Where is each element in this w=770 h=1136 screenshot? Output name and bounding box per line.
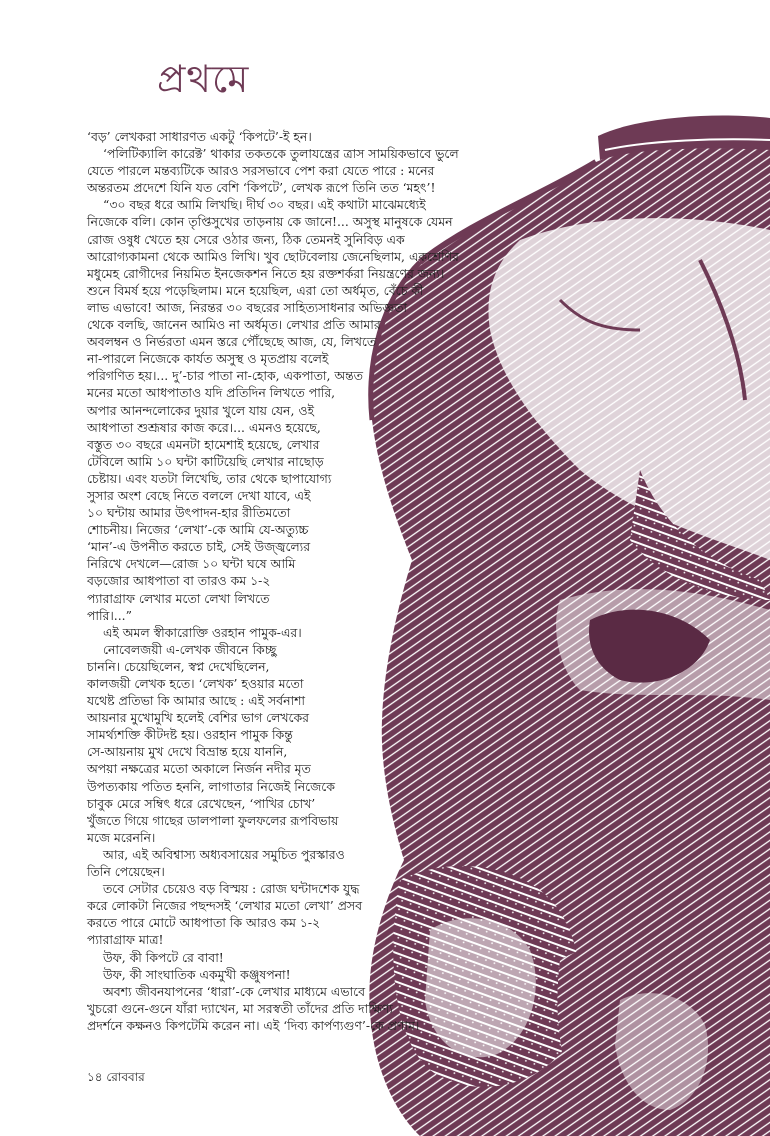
article-line: উফ, কী কিপটে রে বাবা! (103, 949, 224, 965)
article-line: পারি।...” (87, 607, 132, 623)
article-body (87, 128, 770, 1034)
article-line: মনের মতো আধপাতাও যদি প্রতিদিন লিখতে পারি, (87, 385, 336, 401)
article-line: টেবিলে আমি ১০ ঘন্টা কাটিয়েছি লেখার নাছোড় (87, 453, 324, 469)
article-line: মজে মরেননি। (87, 829, 156, 845)
article-line: ‘মান’-এ উপনীত করতে চাই, সেই উজ্জ্বল্যের (87, 539, 311, 555)
article-line: তিনি পেয়েছেন। (87, 864, 165, 880)
article-line: এই অমল স্বীকারোক্তি ওরহান পামুক-এর। (103, 624, 302, 640)
article-line: বস্তুত ৩০ বছরে এমনটা হামেশাই হয়েছে, লেখার (87, 436, 320, 452)
article-line: অন্তরতম প্রদেশে যিনি যত বেশি ‘কিপটে’, লেখক রূপে তিনি তত ‘মহৎ’! (87, 180, 436, 196)
article-line: ‘পলিটিক্যালি কারেক্ট’ থাকার তকতকে তুলাযন্ত্রের ত্রাস সাময়িকভাবে ভুলে (103, 146, 459, 162)
article-line: চেষ্টায়। এবং যতটা লিখেছি, তার থেকে ছাপাযোগ্য (87, 470, 332, 486)
article-line: অপার আনন্দলোকের দুয়ার খুলে যায় যেন, ওই (87, 402, 314, 418)
article-line: উপত্যকায় পতিত হননি, লাগাতার নিজেই নিজেকে (87, 778, 335, 794)
article-line: নিরিখে দেখলে—রোজ ১০ ঘন্টা ঘষে আমি (87, 556, 296, 572)
article-line: আধপাতা শুশ্রূষার কাজ করে।... এমনও হয়েছে, (87, 419, 321, 435)
article-line: সে-আয়নায় মুখ দেখে বিভ্রান্ত হয়ে যাননি, (87, 744, 288, 760)
article-line: মধুমেহ রোগীদের নিয়মিত ইনজেকশন নিতে হয় রক্তশর্করা নিয়ন্ত্রণের জন্য। (87, 265, 445, 281)
article-line: যথেষ্ট প্রতিভা কি আমার আছে : এই সর্বনাশা (87, 693, 305, 709)
article-line: নোবেলজয়ী এ-লেখক জীবনে কিচ্ছু (103, 641, 277, 657)
article-line: রোজ ওষুধ খেতে হয় সেরে ওঠার জন্য, ঠিক তেমনই সুনিবিড় এক (87, 231, 405, 247)
article-line: নিজেকে বলি। কোন তৃপ্তিসুখের তাড়নায় কে জানে!... অসুস্থ মানুষকে যেমন (87, 214, 453, 230)
article-line: অপয়া নক্ষত্রের মতো অকালে নির্জন নদীর মৃত (87, 761, 311, 777)
article-line: অবশ্য জীবনযাপনের ‘ধারা’-কে লেখার মাধ্যমে এভাবে (103, 983, 366, 999)
article-line: উফ, কী সাংঘাতিক একমুখী কঞ্জুষপনা! (103, 966, 291, 982)
page-footer: ১৪ রোববার (87, 1070, 145, 1084)
article-line: ‘বড়’ লেখকরা সাধারণত একটু ‘কিপটে’-ই হন। (87, 129, 312, 144)
page-title: প্রথমে (157, 57, 250, 101)
article-line: লাভ এভাবে! আজ, নিরন্তর ৩০ বছরের সাহিত্যসাধনার অভিজ্ঞতা (87, 299, 407, 315)
article-line: প্রদর্শনে কক্ষনও কিপটেমি করেন না। এই ‘দিব্য কার্পণ্যগুণ’-কে প্রণাম। (87, 1017, 420, 1033)
article-line: করতে পারে মোটে আধপাতা কি আরও কম ১-২ (87, 915, 321, 931)
article-line: চাননি। চেয়েছিলেন, স্বপ্ন দেখেছিলেন, (87, 658, 270, 674)
article-line: পরিগণিত হয়।... দু’-চার পাতা না-হোক, একপাতা, অন্তত (87, 368, 363, 384)
article-line: না-পারলে নিজেকে কার্যত অসুস্থ ও মৃতপ্রায় বলেই (87, 351, 329, 367)
article-line: খুঁজতে গিয়ে গাছের ডালপালা ফুলফলের রূপবিভায় (87, 812, 339, 828)
article-line: খুচরো গুনে-গুনে যাঁরা দ্যাখেন, মা সরস্বতী তাঁদের প্রতি দাক্ষিণ্য (87, 1000, 393, 1016)
article-line: কালজয়ী লেখক হতে। ‘লেখক’ হওয়ার মতো (87, 676, 304, 691)
article-line: করে লোকটা নিজের পছন্দসই ‘লেখার মতো লেখা’ প্রসব (87, 898, 362, 914)
article-line: প্যারাগ্রাফ লেখার মতো লেখা লিখতে (87, 590, 270, 606)
article-line: ১০ ঘন্টায় আমার উৎপাদন-হার রীতিমতো (87, 505, 291, 521)
article-line: শুনে বিমর্ষ হয়ে পড়েছিলাম। মনে হয়েছিল, এরা তো অর্ধমৃত, বেঁচে কী (87, 282, 424, 298)
article-line: শোচনীয়। নিজের ‘লেখা’-কে আমি যে-অত্যুচ্চ (87, 522, 309, 538)
article-line: তবে সেটার চেয়েও বড় বিস্ময় : রোজ ঘন্টাদশেক যুদ্ধ (103, 881, 360, 897)
article-line: চাবুক মেরে সম্বিৎ ধরে রেখেছেন, ‘পাখির চোখ’ (87, 795, 316, 811)
article-line: অবলম্বন ও নির্ভরতা এমন স্তরে পৌঁছেছে আজ, যে, লিখতে (87, 334, 377, 350)
article-line: সামর্থ্যশক্তি কীটদষ্ট হয়। ওরহান পামুক কিন্তু (87, 727, 293, 743)
article-line: সুসার অংশ বেছে নিতে বললে দেখা যাবে, এই (87, 487, 311, 503)
article-line: প্যারাগ্রাফ মাত্র! (87, 932, 164, 948)
article-line: “৩০ বছর ধরে আমি লিখছি। দীর্ঘ ৩০ বছর। এই কথাটা মাঝেমধ্যেই (103, 197, 426, 213)
article-line: আয়নার মুখোমুখি হলেই বেশির ভাগ লেখকের (87, 710, 309, 726)
article-line: থেকে বলছি, জানেন আমিও না অর্ধমৃত। লেখার প্রতি আমার (87, 317, 381, 333)
article-line: যেতে পারলে মন্তব্যটিকে আরও সরসভাবে পেশ করা যেতে পারে : মনের (87, 163, 435, 179)
article-line: আর, এই অবিশ্বাস্য অধ্যবসায়ের সমুচিত পুরস্কারও (103, 846, 345, 862)
article-line: আরোগ্যকামনা থেকে আমিও লিখি। খুব ছোটবেলায় জেনেছিলাম, একশ্রেণির (87, 248, 459, 264)
article-line: বড়জোর আধপাতা বা তারও কম ১-২ (87, 573, 271, 589)
